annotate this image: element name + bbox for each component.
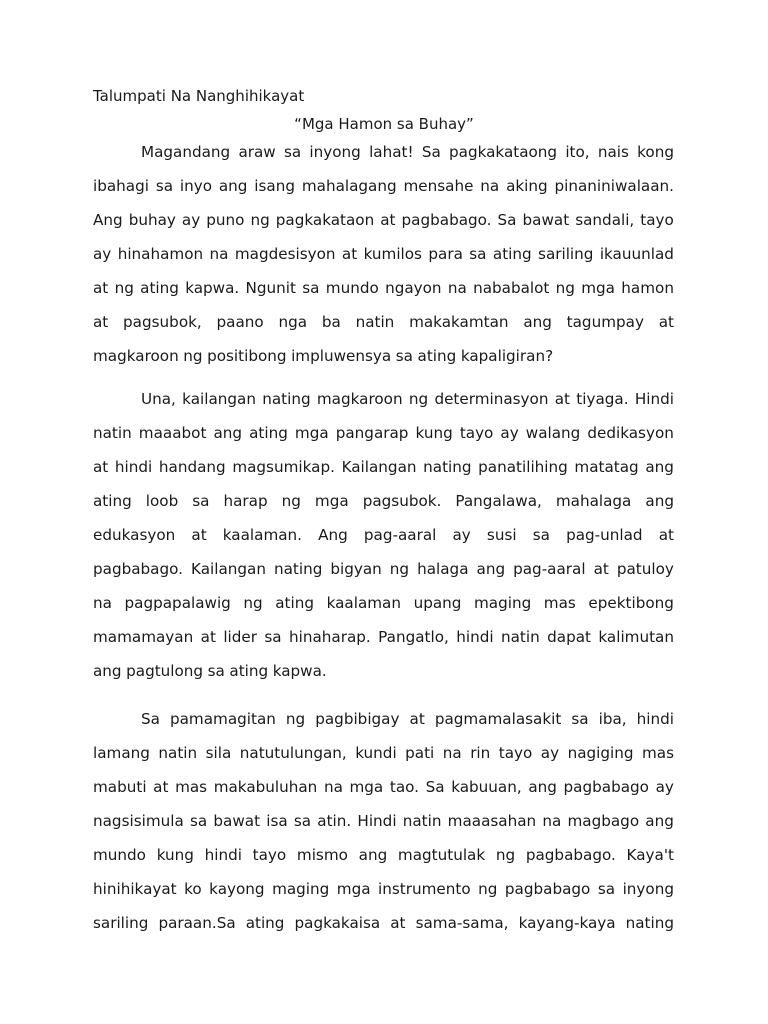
text-line: Magandang araw sa inyong lahat! Sa pagkakataong ito, nais kong — [141, 143, 674, 161]
paragraph-3 — [93, 702, 674, 940]
text-line: hinihikayat ko kayong maging mga instrumento ng pagbabago sa inyong — [93, 880, 674, 898]
text-line: ay hinahamon na magdesisyon at kumilos para sa ating sariling ikauunlad — [93, 245, 674, 263]
text-line: at hindi handang magsumikap. Kailangan nating panatilihing matatag ang — [93, 458, 674, 476]
text-line: magkaroon ng positibong impluwensya sa ating kapaligiran? — [93, 347, 554, 365]
paragraph-1 — [93, 135, 674, 373]
document-heading: Talumpati Na Nanghihikayat — [93, 87, 305, 105]
text-line: sariling paraan.Sa ating pagkakaisa at sama-sama, kayang-kaya nating — [93, 914, 674, 932]
text-line: pagbabago. Kailangan nating bigyan ng halaga ang pag-aaral at patuloy — [93, 560, 674, 578]
text-line: ating loob sa harap ng mga pagsubok. Pangalawa, mahalaga ang — [93, 492, 674, 510]
text-line: na pagpapalawig ng ating kaalaman upang maging mas epektibong — [93, 594, 674, 612]
text-line: ang pagtulong sa ating kapwa. — [93, 662, 327, 680]
text-line: ibahagi sa inyo ang isang mahalagang mensahe na aking pinaniniwalaan. — [93, 177, 674, 195]
text-line: mabuti at mas makabuluhan na mga tao. Sa kabuuan, ang pagbabago ay — [93, 778, 674, 796]
text-line: natin maaabot ang ating mga pangarap kung tayo ay walang dedikasyon — [93, 424, 674, 442]
text-line: Sa pamamagitan ng pagbibigay at pagmamalasakit sa iba, hindi — [141, 710, 674, 728]
speech-title: “Mga Hamon sa Buhay” — [294, 115, 474, 133]
text-line: mamamayan at lider sa hinaharap. Pangatlo, hindi natin dapat kalimutan — [93, 628, 674, 646]
text-line: Ang buhay ay puno ng pagkakataon at pagbabago. Sa bawat sandali, tayo — [93, 211, 674, 229]
paragraph-2 — [93, 382, 674, 688]
text-line: Una, kailangan nating magkaroon ng determinasyon at tiyaga. Hindi — [141, 390, 674, 408]
text-line: nagsisimula sa bawat isa sa atin. Hindi natin maaasahan na magbago ang — [93, 812, 674, 830]
text-line: mundo kung hindi tayo mismo ang magtutulak ng pagbabago. Kaya't — [93, 846, 674, 864]
text-line: at pagsubok, paano nga ba natin makakamtan ang tagumpay at — [93, 313, 674, 331]
text-line: at ng ating kapwa. Ngunit sa mundo ngayon na nababalot ng mga hamon — [93, 279, 674, 297]
text-line: edukasyon at kaalaman. Ang pag-aaral ay susi sa pag-unlad at — [93, 526, 674, 544]
text-line: lamang natin sila natutulungan, kundi pati na rin tayo ay nagiging mas — [93, 744, 674, 762]
